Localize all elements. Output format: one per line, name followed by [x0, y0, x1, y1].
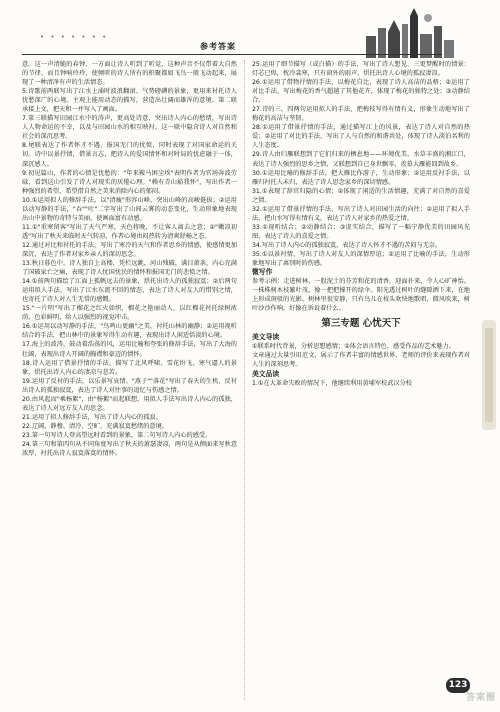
answer-item: 23.第一句写诗人登高望远时看到的景象，第二句写诗人内心的感受。 — [22, 431, 212, 439]
page-header — [0, 0, 500, 62]
answer-item: 22.辽阔、静穆、清冷、空旷、充满寂寞愁绪的意境。 — [22, 422, 168, 430]
micro-writing-heading: 微写作 — [252, 268, 273, 277]
header-title: 参考答案 — [200, 42, 236, 51]
page-number: 123 — [446, 678, 470, 693]
answer-item: 13.秋日暮色中，诗人独自上高楼，凭栏远眺，河山残破，满目萧条，内心充满了国破家亡之痛，表现了诗人忧国忧民的情怀和报国无门的悲愤之情。 — [22, 260, 237, 277]
answer-item: 11.①"重寒留客"写出了天气严寒，天色将晚，不让客人离去之意；②"嫩凉初透"写出了秋天来临时天气转凉，作者心境由闷热转为清爽舒畅之态。 — [22, 223, 237, 240]
answer-item: 27.诗的三、四两句运用拟人的手法，把梅枝写得有情有义，形象生动地写出了梅花的高洁与坚韧。 — [252, 106, 470, 123]
answer-item: 15."一片明"写出了榴花之红火如炽，榴花之艳丽动人，以红榴花衬托绿树浓荫，色彩鲜明，给人以强烈的视觉冲击。 — [22, 305, 237, 322]
micro-writing-body: 参考示例：走进树林，一股泥土的芬芳和花的清香，迎面扑来，令人心旷神怡。一株株树木枝繁叶茂，像一把把撑开的绿伞。阳光透过树叶的缝隙洒下来，在地上形成斑驳的光影。树林里很安静，只有鸟儿在枝头欢快地歌唱，微风吹来，树叶沙沙作响，好像在诉说着什么。 — [252, 278, 470, 313]
guide-body-2: 文章通过大量引用范文，展示了作者丰富的情感世界，老师的评价来表现作者对人生的深刻思考。 — [252, 352, 470, 369]
answer-item: 25.运用了细节描写（或白描）的手法，写出了诗人想见、三更梦醒时的情景：灯芯已烬，枕冷衾寒，只有窗外的雨声，烘托出诗人心境的孤寂凄凉。 — [252, 61, 470, 78]
section-title: 第三专题 心忧天下 — [321, 318, 401, 330]
answer-item: 26.①运用了借物抒情的手法，以梅花自比，表现了诗人高洁的品格；②运用了对比手法，写出梅花的香气超越了其他花卉，体现了梅花的独特之处；③动静结合。 — [252, 79, 470, 105]
answer-item: 32.①运用了借景抒情的手法，写出了诗人对田园生活的向往；②运用了拟人手法，把山水写得有情有义，表达了诗人对家乡的热爱之情。 — [252, 205, 470, 222]
guide-heading: 美文导读 — [252, 333, 280, 342]
answer-item: 35.①以景衬情，写出了诗人对友人的深情厚谊；②运用了比喻的手法，生动形象地写出了离别时的伤感。 — [252, 250, 470, 268]
skyline-illustration — [364, 6, 456, 58]
answer-item: 20.由风起而"乘杨絮"，由"杨絮"而起联想，用拟人手法写出诗人内心的孤独，表达了诗人对远方友人的思念。 — [22, 395, 237, 412]
answer-item: 10.①运用拟人的修辞手法。以"清瘦"形容山峰，突出山峰的高峻挺拔；②运用以动写静的手法，"吞""吐"二字写出了山间云雾的动态变化，生动形象地表现出山中景物的奇特与美丽，使画面富有动感。 — [22, 196, 237, 222]
answer-item: 24.第三句和第四句从不同角度写出了秋天的萧瑟凄凉，两句是从侧面来写秋意浓厚，衬托出诗人寂寞落寞的情怀。 — [22, 440, 237, 458]
answer-item: 19.运用了反衬的手法，以乐景写哀情。"燕子""落花"写出了春天的生机，反衬出诗人的孤独寂寞，表达了诗人对往事的追忆与伤感之情。 — [22, 377, 237, 394]
answer-item: 18.诗人运用了借景抒情的手法，描写了北风呼啸、雪花纷飞、寒气逼人的景象，烘托出诗人内心的凄凉与悲苦。 — [22, 359, 237, 376]
header-decoration: • • • • • • • — [40, 33, 109, 41]
answer-item: 31.①表现了辞官归隐的心情；②体现了闲适的生活情趣，充满了对自然的喜爱之情。 — [252, 187, 470, 204]
right-column — [252, 60, 470, 646]
side-tab-decoration — [482, 320, 496, 430]
answer-item: 9.初见篇山，作者的心情是忧愁的："年来鞍马困尘埃"表明作者为官场奔波劳碌，看到这山引发了诗人对现实的厌倦心理。"赖有青山豁我怀"，写出作者一种强烈的希望，希望借自然之美来消除内心的郁闷。 — [22, 169, 237, 195]
left-column — [22, 60, 237, 702]
answer-item: 33.①视听结合；②动静结合；③虚实结合，描写了一幅宁静优美的田园风光图，表达了诗人的喜爱之情。 — [252, 223, 470, 240]
guide-body: ①联系时代背景，分析思想感情；②体会语言特色，感受作品的艺术魅力。 — [252, 343, 455, 351]
answer-item: 12.通过对比和衬托的手法，写出了寒冷的天气和作者思乡的情感，使感情更加深沉，表达了作者对家乡亲人的深切思念。 — [22, 241, 237, 258]
answer-item: 8.尾联表达了作者怀才不遇、报国无门的忧愤，同时表现了对国家命运的关切。诗中以景抒情，借景言志，把诗人的爱国情怀和对时局的忧虑融于一体，深沉感人。 — [22, 142, 237, 168]
answer-item: 34.写出了诗人内心的孤独寂寞，表达了诗人怀才不遇的苦闷与无奈。 — [252, 241, 442, 249]
header-rule — [22, 54, 442, 55]
answer-item: 17.海上的波涛，鼓动着浩荡的风，运用比喻和夸张的修辞手法，写出了大海的壮阔，表现出诗人开阔的胸襟和豪迈的情怀。 — [22, 341, 237, 358]
answer-item: 21.运用了拟人修辞手法，写出了诗人内心的孤寂。 — [22, 413, 162, 421]
reading-heading: 美文品读 — [252, 369, 280, 378]
answer-item: 5.诗歌前两联写出了江水上涌时波浪翻滚、气势磅礴的景象，更用来衬托诗人忧愁深广的心境。主观上能用动态的描写，营造出壮阔而雄浑的意境。第二联承接上文，把天和一并写入了画面。 — [22, 88, 237, 114]
answer-item: 16.①运用以动写静的手法，"鸟鸣山更幽"之美，衬托山林的幽静；②运用视听结合的手法，把山林中的景象写得生动有趣，表现出诗人闲适恬淡的心境。 — [22, 323, 237, 340]
watermark: 答案圈 — [465, 693, 496, 703]
answer-item: 28.①运用了借景抒情的手法，通过描写江上的风景，表达了诗人对自然的热爱；②运用了对比的手法，写出了人与自然的和谐共处，体现了诗人淡泊名利的人生态度。 — [252, 124, 470, 150]
answer-item: 30.①运用比喻的修辞手法，把大雁比作游子，生动形象；②运用反衬手法，以雁归衬托人未归，表达了诗人思念家乡的深切情感。 — [252, 169, 470, 186]
column-divider — [244, 60, 245, 700]
answer-item: 29.诗人由归雁联想到了它们归来的栖息地——环境优美、水草丰盛的湘江口，表达了诗人强烈的思乡之情，又联想到自己身世飘零，羡慕大雁能回到故乡。 — [252, 151, 470, 168]
answer-item: 7.第三联描写田园江水中的涛声，更高处诗意，突出诗人内心的愁绪，写出诗人人物命运的不幸，以及与田园山水的相互映衬。这一联中隐含诗人对自然和社会的深沉思考。 — [22, 115, 237, 141]
answer-item: 意。这一声清脆的春钟，一方面让诗人听到了听觉，这种声音不仅带着大自然的节律，而且钟响玲玲，使倾听的诗人所有的积聚都如飞鸟一般飞动起来，展现了一种清净有声的生活情态。 — [22, 61, 237, 87]
reading-body: 1.①在大革命失败的情况下，他继续利用黄埔军校武汉分校 — [252, 379, 412, 387]
answer-item: 14.①前两句描绘了江面上孤帆远去的景象，烘托出诗人的孤独寂寞；②后两句运用拟人手法，写出了江水东流不回的情态，表达了诗人对友人的惜别之情，也寄托了诗人对人生无常的感慨。 — [22, 278, 237, 304]
